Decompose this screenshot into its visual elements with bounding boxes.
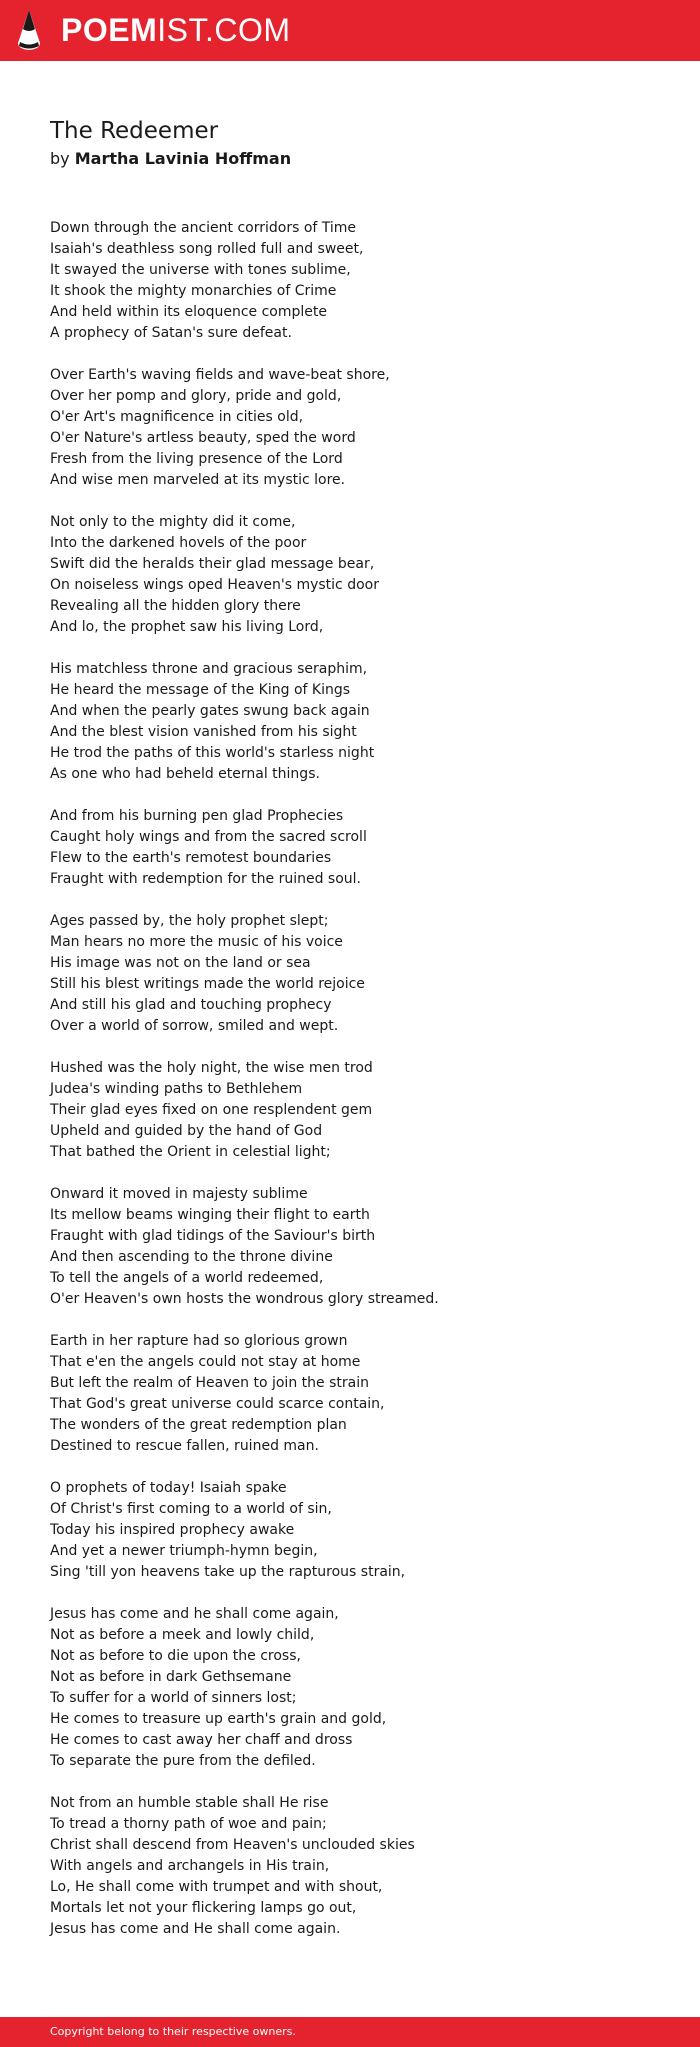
copyright-notice: Copyright belong to their respective owners. — [50, 2025, 296, 2038]
poem-line: Today his inspired prophecy awake — [50, 1522, 295, 1538]
poem-line: And lo, the prophet saw his living Lord, — [50, 619, 324, 635]
poem-line: Isaiah's deathless song rolled full and sweet, — [50, 241, 364, 257]
poem-line: And still his glad and touching prophecy — [50, 997, 332, 1013]
poem-line: On noiseless wings oped Heaven's mystic door — [50, 577, 379, 593]
poem-line: Over Earth's waving fields and wave-beat shore, — [50, 367, 390, 383]
poem-line: That bathed the Orient in celestial light; — [50, 1144, 331, 1160]
poem-line: Hushed was the holy night, the wise men trod — [50, 1060, 373, 1076]
poem-line: Jesus has come and he shall come again, — [50, 1606, 339, 1622]
poem-line: He trod the paths of this world's starless night — [50, 745, 375, 761]
poem-line: Ages passed by, the holy prophet slept; — [50, 913, 329, 929]
poem-line: That e'en the angels could not stay at home — [50, 1354, 361, 1370]
poem-stanza — [50, 1604, 650, 1772]
poem-line: Earth in her rapture had so glorious grown — [50, 1333, 348, 1349]
poem-line: Over a world of sorrow, smiled and wept. — [50, 1018, 339, 1034]
poem-line: Over her pomp and glory, pride and gold, — [50, 388, 342, 404]
poem-line: And yet a newer triumph-hymn begin, — [50, 1543, 318, 1559]
author-name: Martha Lavinia Hoffman — [74, 149, 292, 168]
poem-line: Mortals let not your flickering lamps go out, — [50, 1900, 357, 1916]
poem-line: Not from an humble stable shall He rise — [50, 1795, 329, 1811]
poem-line: To suffer for a world of sinners lost; — [50, 1690, 297, 1706]
poem-line: Sing 'till yon heavens take up the rapturous strain, — [50, 1564, 406, 1580]
by-label: by — [50, 149, 70, 168]
poem-line: Revealing all the hidden glory there — [50, 598, 301, 614]
brand-light: IST.COM — [157, 12, 291, 48]
poem-line: It swayed the universe with tones sublime, — [50, 262, 351, 278]
poem-title: The Redeemer — [50, 118, 219, 144]
poem-line: Jesus has come and He shall come again. — [50, 1921, 341, 1937]
poem-line: O'er Heaven's own hosts the wondrous glory streamed. — [50, 1291, 439, 1307]
poem-body — [50, 218, 650, 1961]
poem-stanza — [50, 806, 650, 890]
poem-line: Not as before to die upon the cross, — [50, 1648, 301, 1664]
poem-line: He heard the message of the King of Kings — [50, 682, 351, 698]
poem-stanza — [50, 1184, 650, 1310]
poem-line: Man hears no more the music of his voice — [50, 934, 343, 950]
poem-line: A prophecy of Satan's sure defeat. — [50, 325, 292, 341]
poem-stanza — [50, 1331, 650, 1457]
poem-line: As one who had beheld eternal things. — [50, 766, 320, 782]
poem-line: O'er Art's magnificence in cities old, — [50, 409, 304, 425]
poem-stanza — [50, 1478, 650, 1583]
poem-line: Not as before a meek and lowly child, — [50, 1627, 315, 1643]
poem-line: He comes to treasure up earth's grain and gold, — [50, 1711, 387, 1727]
poem-line: Of Christ's first coming to a world of sin, — [50, 1501, 332, 1517]
poem-line: His image was not on the land or sea — [50, 955, 311, 971]
poem-line: But left the realm of Heaven to join the strain — [50, 1375, 369, 1391]
poem-stanza — [50, 512, 650, 638]
poem-line: O prophets of today! Isaiah spake — [50, 1480, 287, 1496]
poem-line: To tread a thorny path of woe and pain; — [50, 1816, 327, 1832]
poem-line: Onward it moved in majesty sublime — [50, 1186, 308, 1202]
brand-bold: POEM — [61, 12, 158, 48]
poem-line: And wise men marveled at its mystic lore. — [50, 472, 346, 488]
poem-line: Judea's winding paths to Bethlehem — [50, 1081, 303, 1097]
poem-line: Its mellow beams winging their flight to earth — [50, 1207, 370, 1223]
poem-line: O'er Nature's artless beauty, sped the word — [50, 430, 356, 446]
pen-nib-icon[interactable] — [16, 9, 42, 51]
poem-line: He comes to cast away her chaff and dross — [50, 1732, 353, 1748]
poem-line: Not only to the mighty did it come, — [50, 514, 296, 530]
poem-line: To tell the angels of a world redeemed, — [50, 1270, 324, 1286]
poem-stanza — [50, 1058, 650, 1163]
poem-line: And then ascending to the throne divine — [50, 1249, 333, 1265]
poem-line: Still his blest writings made the world rejoice — [50, 976, 365, 992]
poem-line: And when the pearly gates swung back again — [50, 703, 370, 719]
poem-line: And from his burning pen glad Prophecies — [50, 808, 344, 824]
poem-stanza — [50, 218, 650, 344]
poem-line: Upheld and guided by the hand of God — [50, 1123, 323, 1139]
poem-line: His matchless throne and gracious seraphim, — [50, 661, 368, 677]
poem-line: Destined to rescue fallen, ruined man. — [50, 1438, 319, 1454]
poem-line: Down through the ancient corridors of Time — [50, 220, 357, 236]
site-footer — [0, 2017, 700, 2047]
poem-line: Fresh from the living presence of the Lord — [50, 451, 343, 467]
site-logo[interactable] — [61, 12, 291, 48]
poem-stanza — [50, 911, 650, 1037]
poem-line: Flew to the earth's remotest boundaries — [50, 850, 332, 866]
poem-line: With angels and archangels in His train, — [50, 1858, 330, 1874]
poem-line: And held within its eloquence complete — [50, 304, 328, 320]
poem-line: To separate the pure from the defiled. — [50, 1753, 316, 1769]
site-header — [0, 0, 700, 61]
poem-line: It shook the mighty monarchies of Crime — [50, 283, 337, 299]
poem-line: Not as before in dark Gethsemane — [50, 1669, 292, 1685]
poem-line: Lo, He shall come with trumpet and with shout, — [50, 1879, 383, 1895]
poem-line: And the blest vision vanished from his sight — [50, 724, 357, 740]
poem-line: The wonders of the great redemption plan — [50, 1417, 347, 1433]
poem-line: Into the darkened hovels of the poor — [50, 535, 307, 551]
poem-line: Fraught with redemption for the ruined soul. — [50, 871, 361, 887]
poem-line: Fraught with glad tidings of the Saviour's birth — [50, 1228, 376, 1244]
byline — [50, 148, 291, 170]
poem-stanza — [50, 1793, 650, 1940]
poem-line: That God's great universe could scarce contain, — [50, 1396, 385, 1412]
poem-stanza — [50, 365, 650, 491]
poem-line: Swift did the heralds their glad message bear, — [50, 556, 375, 572]
poem-stanza — [50, 659, 650, 785]
poem-line: Their glad eyes fixed on one resplendent gem — [50, 1102, 373, 1118]
poem-line: Christ shall descend from Heaven's unclouded skies — [50, 1837, 415, 1853]
poem-line: Caught holy wings and from the sacred scroll — [50, 829, 367, 845]
